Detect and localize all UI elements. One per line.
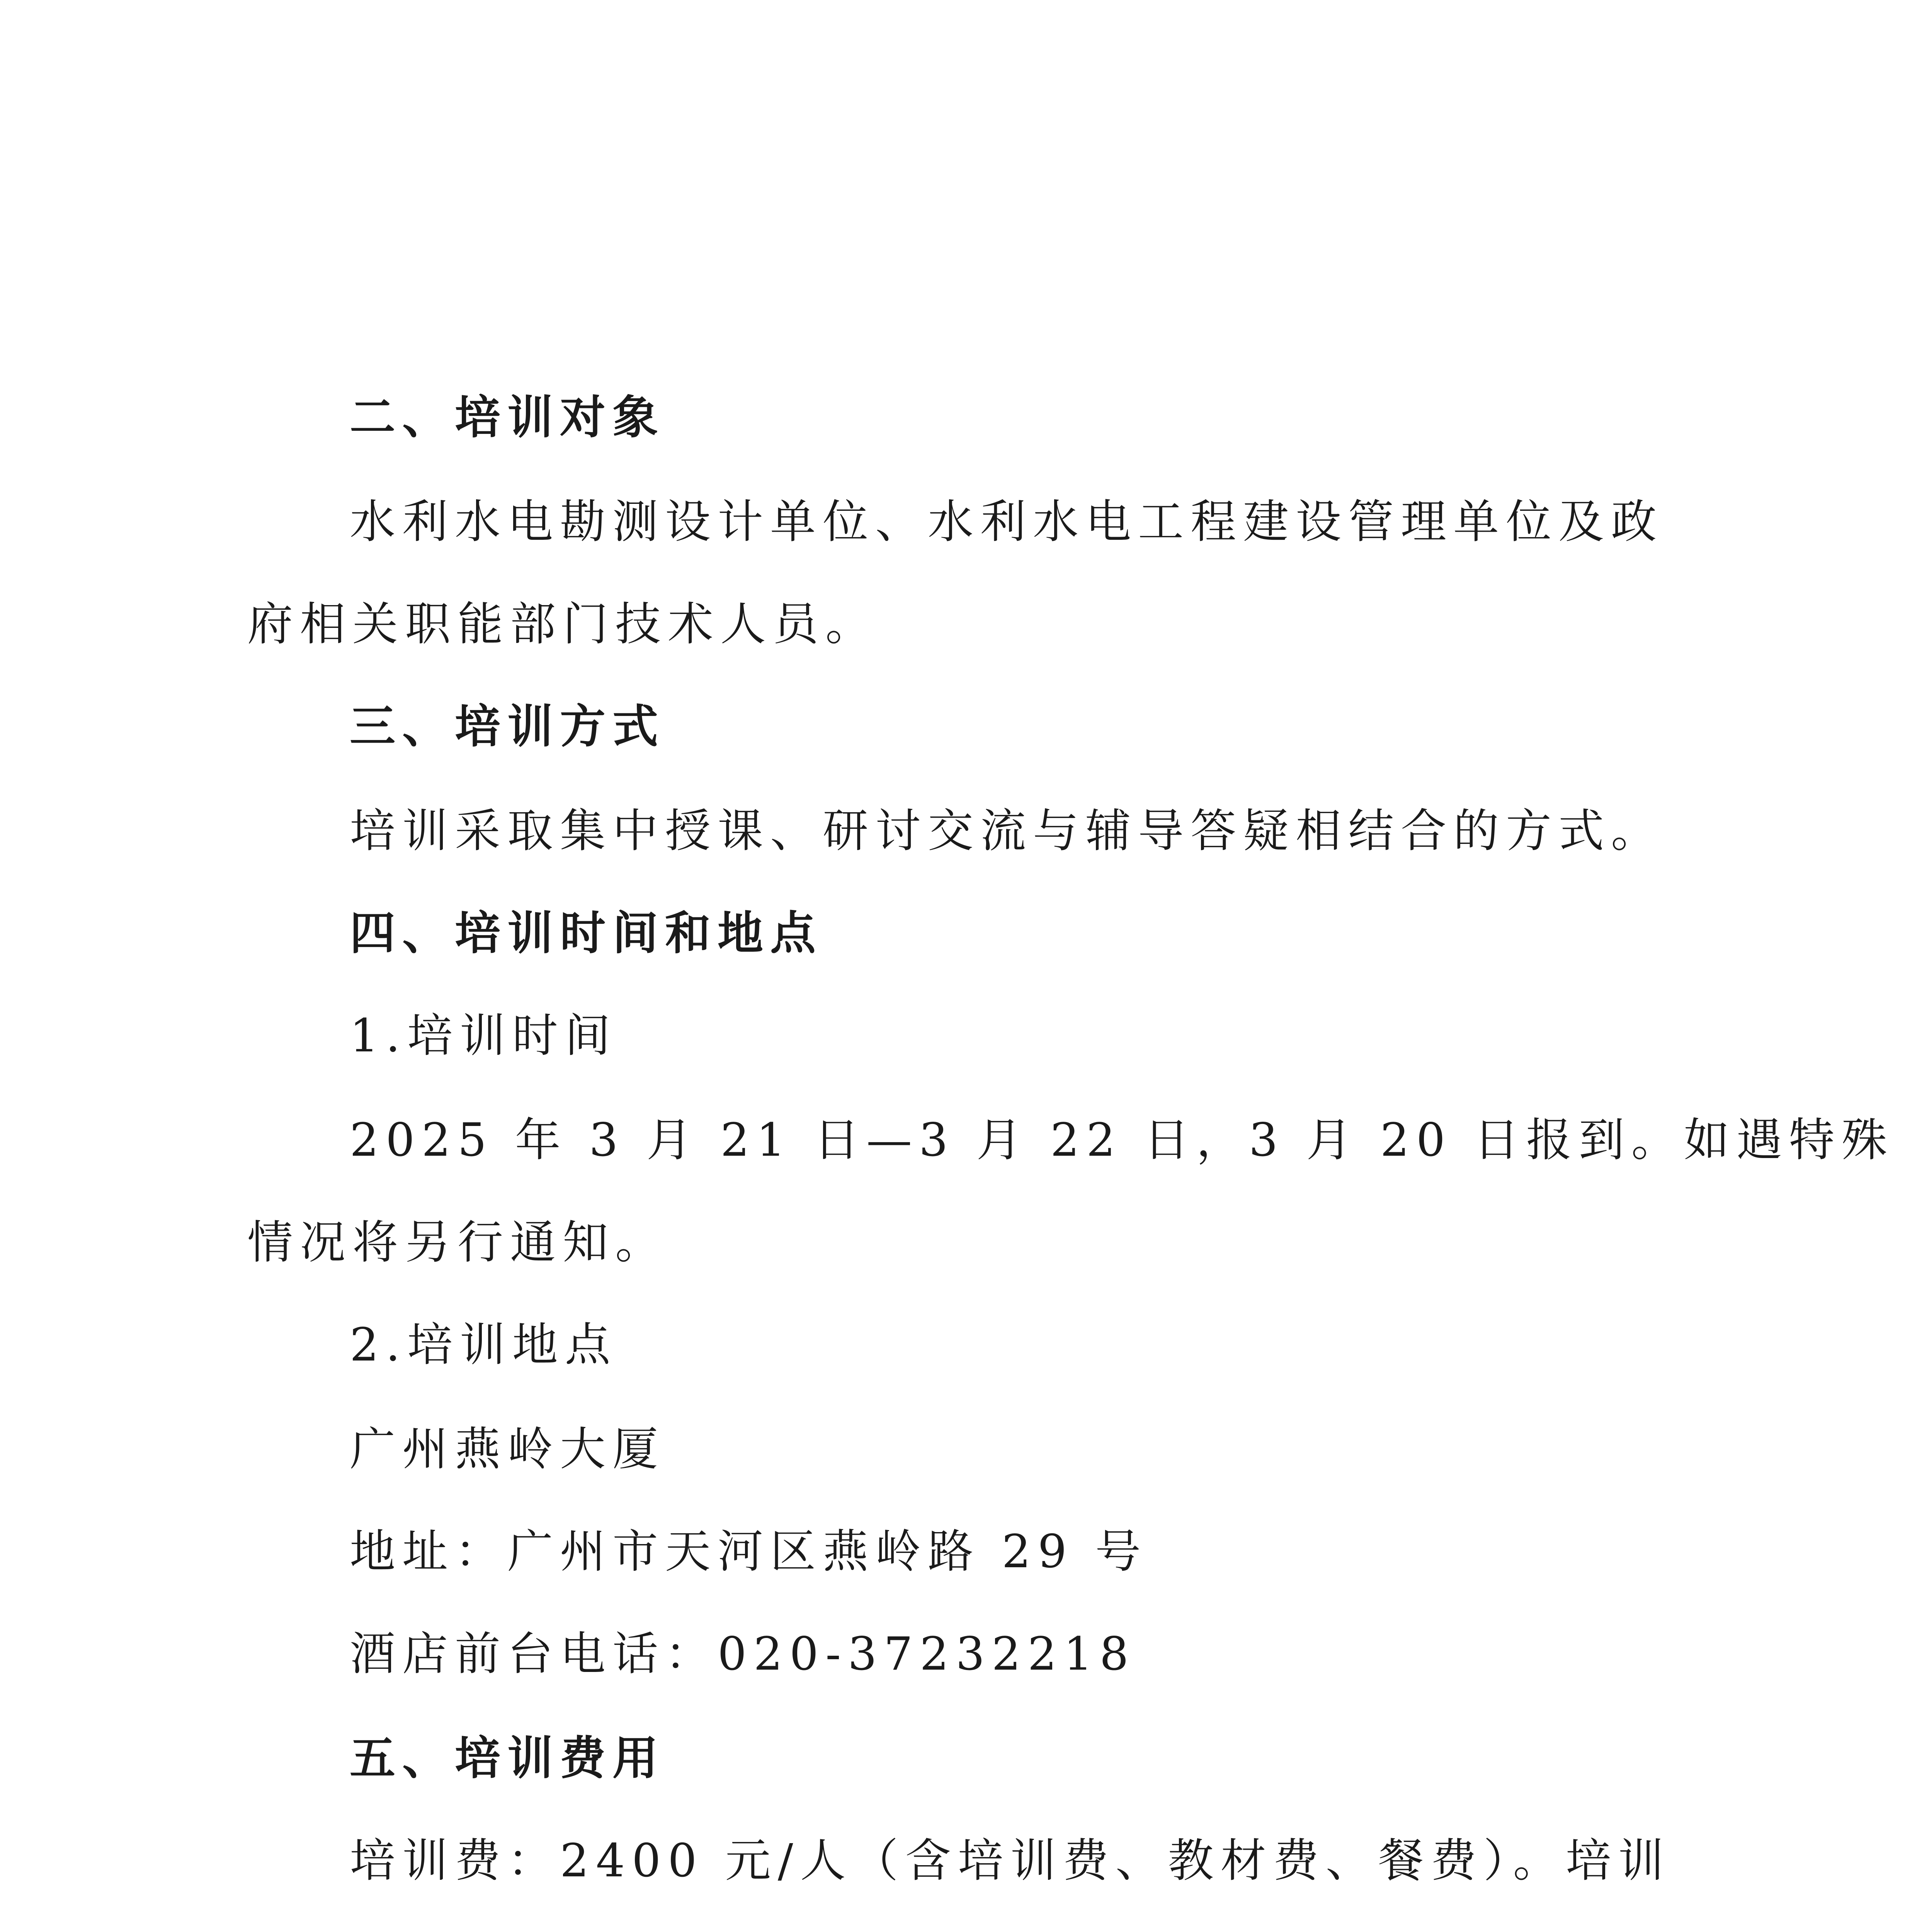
paragraph-line: 培训采取集中授课、研讨交流与辅导答疑相结合的方式。 [350, 804, 1664, 857]
paragraph-line: 培训费：2400 元/人（含培训费、教材费、餐费）。培训 [350, 1834, 1671, 1887]
subheading-place: 2.培训地点 [350, 1318, 617, 1371]
paragraph-line: 酒店前台电话：020-37232218 [350, 1627, 1136, 1680]
paragraph-line: 地址：广州市天河区燕岭路 29 号 [350, 1525, 1148, 1578]
paragraph-line: 广州燕岭大厦 [350, 1422, 665, 1476]
paragraph-line: 2025 年 3 月 21 日—3 月 22 日，3 月 20 日报到。如遇特殊 [350, 1113, 1894, 1167]
section-heading-time-place: 四、培训时间和地点 [350, 906, 823, 960]
section-heading-method: 三、培训方式 [350, 699, 665, 753]
paragraph-line: 府相关职能部门技术人员。 [247, 597, 878, 651]
paragraph-line: 水利水电勘测设计单位、水利水电工程建设管理单位及政 [350, 495, 1664, 548]
section-heading-fees: 五、培训费用 [350, 1731, 665, 1785]
paragraph-line: 情况将另行通知。 [247, 1216, 668, 1269]
subheading-time: 1.培训时间 [350, 1009, 617, 1062]
section-heading-targets: 二、培训对象 [350, 390, 665, 444]
